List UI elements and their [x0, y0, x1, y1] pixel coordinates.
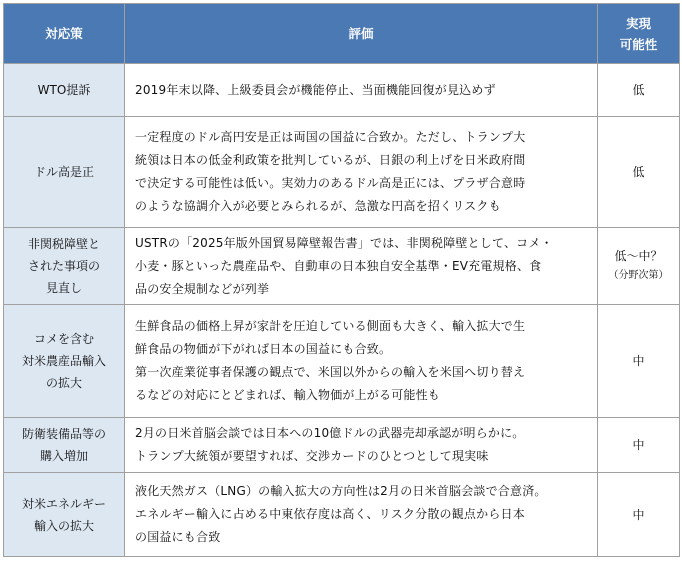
table-row — [4, 64, 680, 117]
feasibility-cell — [598, 305, 680, 418]
measure-line: 輸入の拡大 — [33, 518, 94, 533]
feasibility-cell — [598, 117, 680, 228]
evaluation-cell — [125, 117, 598, 228]
header-feasibility — [598, 4, 680, 64]
header-feasibility-line1: 実現 — [625, 15, 651, 31]
table-row — [4, 418, 680, 473]
feasibility-value: 中 — [632, 354, 645, 368]
measure-line: WTO提訴 — [37, 83, 91, 97]
measure-line: 防衛装備品等の — [21, 427, 106, 441]
evaluation-line: 一定程度のドル高円安是正は両国の国益に合致か。ただし、トランプ大 — [135, 130, 526, 144]
measure-cell — [4, 64, 125, 117]
feasibility-value: 中 — [632, 438, 645, 452]
measure-line: 見直し — [45, 281, 82, 295]
feasibility-cell — [598, 473, 680, 557]
evaluation-cell — [125, 228, 598, 305]
evaluation-line: エネルギー輸入に占める中東依存度は高く、リスク分散の観点から日本 — [135, 507, 525, 521]
table-header-row — [4, 4, 680, 64]
evaluation-cell — [125, 64, 598, 117]
measure-cell — [4, 473, 125, 557]
evaluation-line: 第一次産業従事者保護の観点で、米国以外からの輸入を米国へ切り替え — [135, 365, 526, 379]
evaluation-line: 生鮮食品の価格上昇が家計を圧迫している側面も大きく、輸入拡大で生 — [135, 319, 526, 333]
policy-table — [3, 3, 680, 557]
feasibility-cell — [598, 228, 680, 305]
evaluation-cell — [125, 418, 598, 473]
evaluation-line: トランプ大統領が要望すれば、交渉カードのひとつとして現実味 — [135, 449, 489, 463]
header-feasibility-line2: 可能性 — [619, 36, 658, 52]
measure-cell — [4, 117, 125, 228]
feasibility-value: 低 — [632, 83, 645, 97]
measure-line: 非関税障壁と — [27, 237, 100, 251]
measure-line: 購入増加 — [39, 449, 88, 463]
table-row — [4, 117, 680, 228]
evaluation-cell — [125, 473, 598, 557]
evaluation-line: 品の安全規制などが列挙 — [135, 281, 270, 296]
measure-line: 対米エネルギー — [21, 496, 106, 511]
evaluation-line: 統領は日本の低金利政策を批判しているが、日銀の利上げを日米政府間 — [135, 153, 526, 167]
feasibility-cell — [598, 418, 680, 473]
measure-cell — [4, 305, 125, 418]
measure-line: 対米農産品輸入 — [21, 354, 106, 368]
feasibility-note: （分野次第） — [608, 270, 669, 281]
evaluation-line: で決定する可能性は低い。実効力のあるドル高是正には、プラザ合意時 — [135, 176, 526, 190]
evaluation-line: 2月の日米首脳会談では日本への10億ドルの武器売却承認が明らかに。 — [135, 426, 525, 440]
feasibility-value: 低 — [632, 165, 645, 179]
evaluation-line: 2019年末以降、上級委員会が機能停止、当面機能回復が見込めず — [135, 82, 496, 97]
table-row — [4, 473, 680, 557]
evaluation-cell — [125, 305, 598, 418]
evaluation-line: 鮮食品の物価が下がれば日本の国益にも合致。 — [135, 342, 392, 356]
evaluation-line: 小麦・豚といった農産品や、自動車の日本独自安全基準・EV充電規格、食 — [135, 258, 542, 273]
feasibility-value: 中 — [632, 507, 645, 522]
measure-line: ドル高是正 — [33, 165, 94, 179]
measure-line: コメを含む — [33, 332, 94, 346]
evaluation-line: るなどの対応にとどまれば、輸入物価が上がる可能性も — [135, 388, 441, 402]
measure-line: の拡大 — [45, 376, 82, 390]
evaluation-line: 液化天然ガス（LNG）の輸入拡大の方向性は2月の日米首脳会談で合意済。 — [135, 484, 547, 498]
measure-cell — [4, 228, 125, 305]
feasibility-cell — [598, 64, 680, 117]
measure-line: された事項の — [27, 259, 100, 273]
measure-cell — [4, 418, 125, 473]
evaluation-line: USTRの「2025年版外国貿易障壁報告書」では、非関税障壁として、コメ・ — [135, 235, 553, 250]
table-row — [4, 305, 680, 418]
header-measure: 対応策 — [4, 4, 125, 64]
table-row — [4, 228, 680, 305]
evaluation-line: の国益にも合致 — [135, 530, 221, 544]
feasibility-value: 低～中？ — [614, 249, 663, 263]
evaluation-line: のような協調介入が必要とみられるが、急激な円高を招くリスクも — [135, 199, 501, 213]
header-evaluation: 評価 — [125, 4, 598, 64]
